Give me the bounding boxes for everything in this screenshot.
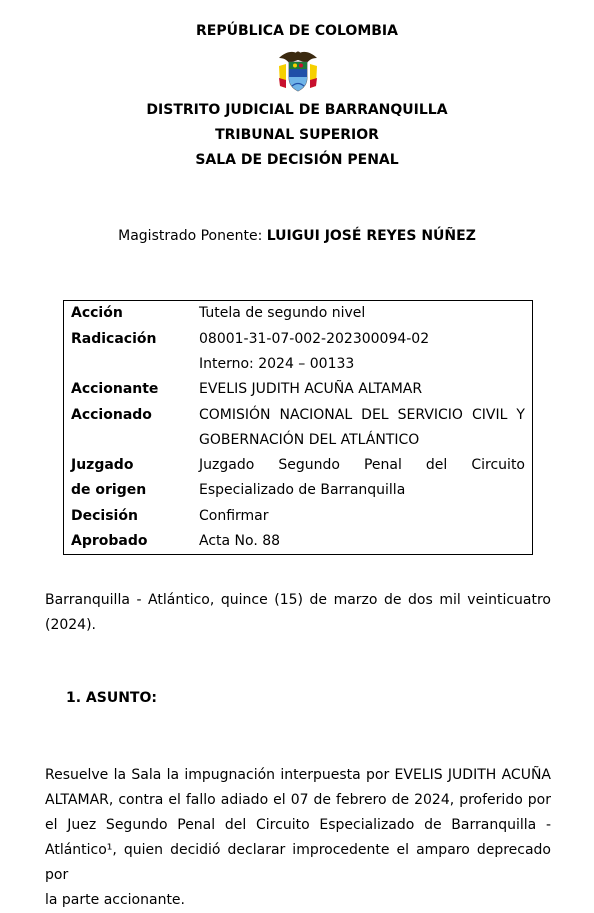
colombia-coat-of-arms-icon xyxy=(275,48,321,94)
table-row xyxy=(64,301,533,327)
table-row xyxy=(64,478,533,503)
decision-label: Decisión xyxy=(71,507,138,524)
table-row xyxy=(64,352,533,377)
body-line-1: Resuelve la Sala la impugnación interpuesta por EVELIS JUDITH ACUÑA xyxy=(45,767,551,783)
table-row xyxy=(64,377,533,402)
table-row xyxy=(64,427,533,452)
date-line-1: Barranquilla - Atlántico, quince (15) de marzo de dos mil veinticuatro xyxy=(45,592,551,608)
district-title: DISTRITO JUDICIAL DE BARRANQUILLA xyxy=(146,102,448,118)
body-line-4: Atlántico¹, quien decidió declarar improcedente el amparo deprecado por xyxy=(45,842,551,883)
date-paragraph xyxy=(45,588,551,638)
body-paragraph xyxy=(45,763,551,913)
ponente-line xyxy=(0,228,594,244)
table-row xyxy=(64,453,533,478)
body-line-3: el Juez Segundo Penal del Circuito Especializado de Barranquilla - xyxy=(45,817,551,833)
ponente-label: Magistrado Ponente: xyxy=(118,228,263,244)
interno-value: Interno: 2024 – 00133 xyxy=(199,355,355,372)
body-line-5: la parte accionante. xyxy=(45,892,185,908)
ponente-name: LUIGUI JOSÉ REYES NÚÑEZ xyxy=(266,228,476,244)
aprobado-value: Acta No. 88 xyxy=(199,533,281,550)
table-row xyxy=(64,529,533,555)
case-info-table xyxy=(63,300,533,555)
accion-label: Acción xyxy=(71,305,123,322)
republic-title: REPÚBLICA DE COLOMBIA xyxy=(196,23,398,39)
table-row xyxy=(64,326,533,351)
juzgado-label-1: Juzgado xyxy=(71,457,134,474)
date-line-2: (2024). xyxy=(45,617,97,633)
sala-title: SALA DE DECISIÓN PENAL xyxy=(195,152,399,168)
table-row xyxy=(64,402,533,427)
tribunal-title: TRIBUNAL SUPERIOR xyxy=(215,127,379,143)
section-heading-asunto: 1. ASUNTO: xyxy=(66,690,157,706)
aprobado-label: Aprobado xyxy=(71,533,148,550)
juzgado-value-2: Especializado de Barranquilla xyxy=(199,482,406,499)
body-line-2: ALTAMAR, contra el fallo adiado el 07 de febrero de 2024, proferido por xyxy=(45,792,551,808)
table-row xyxy=(64,503,533,528)
accionante-value: EVELIS JUDITH ACUÑA ALTAMAR xyxy=(199,381,423,398)
accion-value: Tutela de segundo nivel xyxy=(199,305,366,322)
radicacion-value: 08001-31-07-002-202300094-02 xyxy=(199,330,430,347)
radicacion-label: Radicación xyxy=(71,330,157,347)
accionado-value-1: COMISIÓN NACIONAL DEL SERVICIO CIVIL Y xyxy=(199,406,525,423)
juzgado-label-2: de origen xyxy=(71,482,147,499)
juzgado-value-1: Juzgado Segundo Penal del Circuito xyxy=(199,457,525,474)
accionante-label: Accionante xyxy=(71,381,159,398)
accionado-label: Accionado xyxy=(71,406,152,423)
decision-value: Confirmar xyxy=(199,507,269,524)
accionado-value-2: GOBERNACIÓN DEL ATLÁNTICO xyxy=(199,431,420,448)
